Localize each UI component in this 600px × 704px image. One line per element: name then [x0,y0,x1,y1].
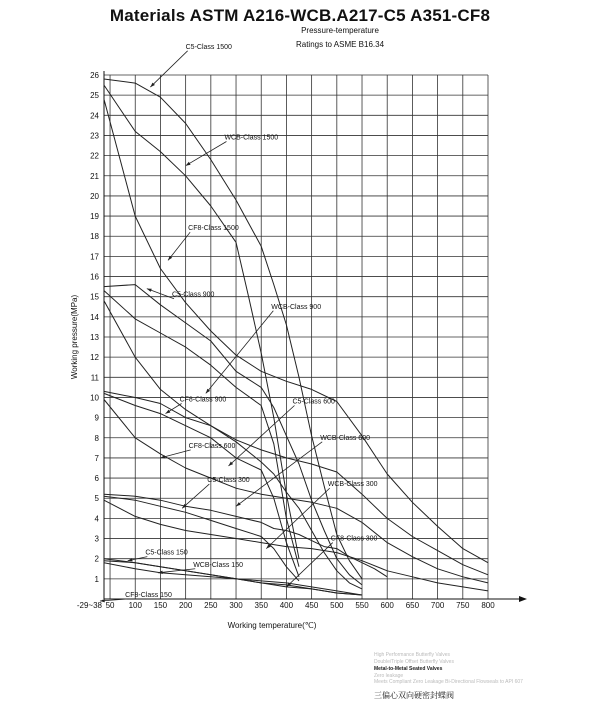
y-tick-label: 25 [90,91,99,101]
footer-line-6: 三偏心双向硬密封蝶阀 [374,691,454,700]
series-line-wcb-class-600 [104,393,299,576]
x-tick-label: 750 [456,601,470,610]
leader-arrow-c5-class-900 [147,289,152,292]
chart-subtitle-line2: Ratings to ASME B16.34 [295,40,385,49]
x-axis-label: Working temperature(℃) [227,621,317,630]
leader-line-wcb-class-900 [206,311,274,394]
x-tick-label: 400 [279,601,294,610]
leader-arrow-wcb-class-1500 [186,162,191,166]
y-axis-label: Working pressure(MPa) [70,294,79,380]
x-tick-label: 100 [128,601,142,610]
footer-line-4: Zero leakage [374,673,404,679]
footer-line-3: Metal-to-Metal Seated Valves [374,666,443,672]
x-tick-label: 600 [380,601,394,610]
y-tick-label: 15 [90,292,99,302]
y-tick-label: 18 [90,232,99,242]
y-tick-label: 14 [90,312,99,322]
y-tick-label: 20 [90,191,99,201]
leader-arrow-wcb-class-600 [236,502,241,506]
chart-title: Materials ASTM A216-WCB.A217-C5 A351-CF8 [109,6,491,25]
y-tick-label: 24 [90,111,99,121]
y-tick-label: 6 [94,474,99,484]
series-label-wcb-class-600: WCB-Class 600 [320,434,370,442]
y-tick-label: 26 [90,71,99,80]
series-label-cf8-class-900: CF8-Class 900 [179,396,227,404]
y-tick-label: 17 [90,252,99,262]
x-tick-label: 50 [105,601,115,610]
y-tick-label: 19 [90,212,99,222]
series-label-wcb-class-150: WCB-Class 150 [193,561,243,569]
x-tick-label: 350 [254,601,268,610]
y-tick-label: 4 [94,514,99,524]
chart-subtitle-line1: Pressure-temperature [301,26,379,35]
series-label-c5-class-600: C5-Class 600 [292,398,335,406]
x-tick-label: 300 [229,601,243,610]
leader-line-cf8-class-600 [160,450,190,458]
y-tick-label: 8 [94,433,99,443]
leader-line-c5-class-1500 [150,51,187,87]
x-tick-label: 550 [355,601,369,610]
y-tick-label: 22 [90,151,99,161]
x-tick-label: 150 [153,601,168,610]
leader-line-wcb-class-1500 [186,141,227,165]
x-tick-label: -29~38 [76,601,102,610]
series-label-cf8-class-150: CF8-Class 150 [125,591,172,599]
series-label-cf8-class-1500: CF8-Class 1500 [188,225,239,233]
y-tick-label: 1 [94,574,99,584]
series-label-wcb-class-900: WCB-Class 900 [271,303,322,311]
y-tick-label: 13 [90,333,99,342]
y-tick-label: 7 [94,453,99,463]
leader-line-cf8-class-300 [286,543,332,587]
series-label-c5-class-150: C5-Class 150 [145,549,188,557]
footer-line-5: Meets Compliant Zero Leakage Bi-Directional Flowseals to API 607 [374,679,523,685]
x-tick-label: 650 [405,601,420,610]
x-tick-label: 200 [178,601,193,610]
x-tick-label: 450 [304,601,319,610]
y-tick-label: 9 [94,413,99,423]
footer-line-2: Double/Triple Offset Butterfly Valves [374,659,454,665]
series-label-wcb-class-1500: WCB-Class 1500 [224,134,279,142]
series-line-c5-class-600 [104,391,362,589]
series-label-c5-class-900: C5-Class 900 [172,291,215,299]
series-line-c5-class-1500 [104,79,362,579]
y-tick-label: 21 [90,171,99,181]
series-label-cf8-class-600: CF8-Class 600 [188,442,236,450]
y-tick-label: 12 [90,353,99,363]
y-tick-label: 5 [94,494,99,504]
series-label-c5-class-1500: C5-Class 1500 [185,43,232,51]
x-tick-label: 250 [204,601,218,610]
leader-arrow-cf8-class-900 [165,410,170,414]
series-label-wcb-class-300: WCB-Class 300 [327,481,378,489]
x-tick-label: 700 [430,601,445,610]
series-label-cf8-class-300: CF8-Class 300 [330,535,378,543]
y-tick-label: 23 [90,131,99,141]
y-tick-label: 2 [94,554,99,564]
series-line-cf8-class-1500 [104,99,488,563]
x-tick-label: 500 [330,601,344,610]
y-tick-label: 11 [90,373,99,383]
x-tick-label: 800 [481,601,495,610]
series-label-c5-class-300: C5-Class 300 [207,477,250,485]
leader-line-c5-class-300 [182,484,209,508]
y-tick-label: 3 [94,534,99,544]
y-tick-label: 10 [90,393,99,403]
y-tick-label: 16 [90,272,99,282]
x-axis-arrow [519,596,527,602]
footer-line-1: High Performance Butterfly Valves [374,652,451,658]
